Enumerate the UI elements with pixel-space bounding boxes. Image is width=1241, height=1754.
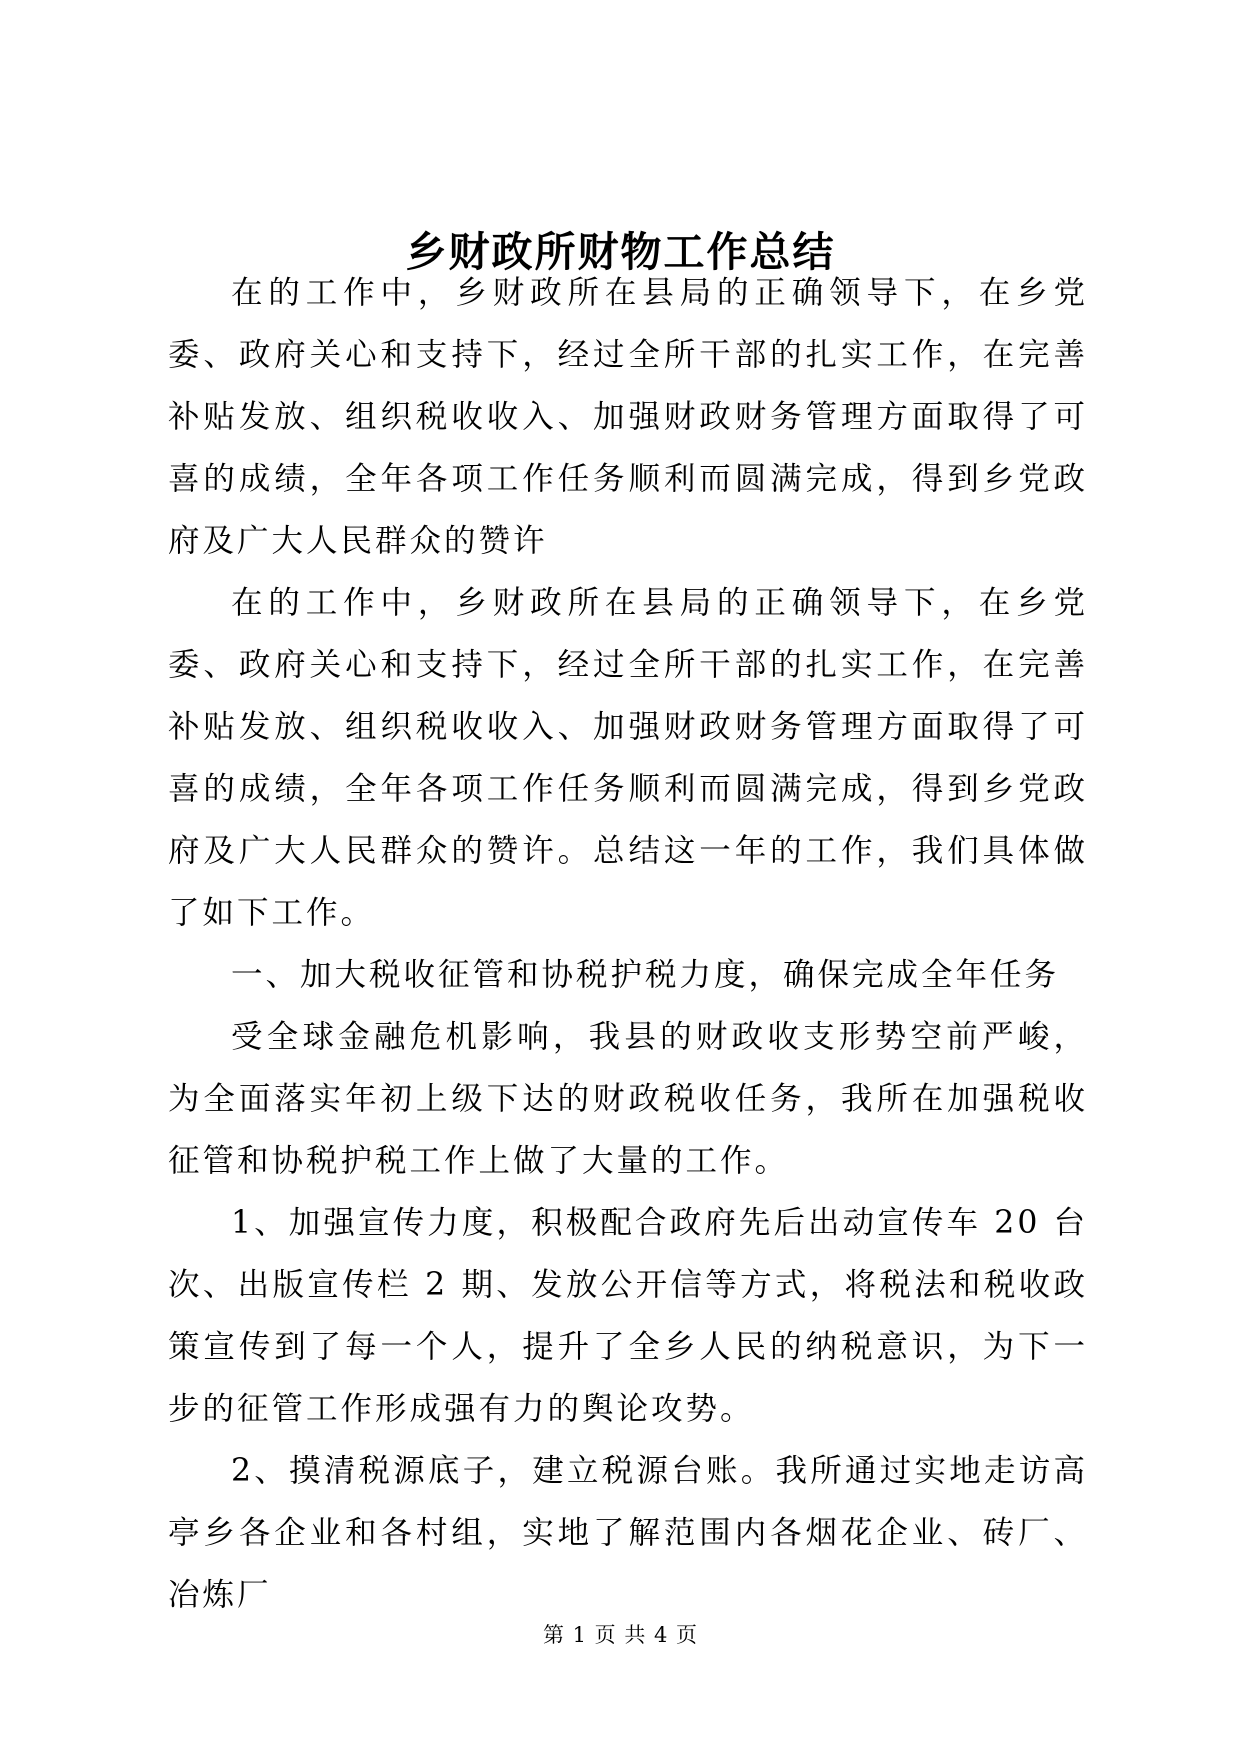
paragraph: 在的工作中，乡财政所在县局的正确领导下，在乡党委、政府关心和支持下，经过全所干部的扎实工作，在完善补贴发放、组织税收收入、加强财政财务管理方面取得了可喜的成绩，全年各项工作任务顺利而圆满完成，得到乡党政府及广大人民群众的赞许。总结这一年的工作，我们具体做了如下工作。 [168, 585, 1088, 931]
document-title: 乡财政所财物工作总结 [405, 228, 836, 276]
paragraph: 1、加强宣传力度，积极配合政府先后出动宣传车 20 台次、出版宣传栏 2 期、发放公开信等方式，将税法和税收政策宣传到了每一个人，提升了全乡人民的纳税意识，为下一步的征管工作形成强有力的舆论攻势。 [168, 1205, 1088, 1427]
paragraph: 受全球金融危机影响，我县的财政收支形势空前严峻，为全面落实年初上级下达的财政税收任务，我所在加强税收征管和协税护税工作上做了大量的工作。 [168, 1019, 1088, 1179]
page-footer: 第 1 页 共 4 页 [542, 1623, 699, 1647]
paragraph: 在的工作中，乡财政所在县局的正确领导下，在乡党委、政府关心和支持下，经过全所干部的扎实工作，在完善补贴发放、组织税收收入、加强财政财务管理方面取得了可喜的成绩，全年各项工作任务顺利而圆满完成，得到乡党政府及广大人民群众的赞许 [168, 275, 1088, 559]
section-heading: 一、加大税收征管和协税护税力度，确保完成全年任务 [231, 957, 1060, 993]
paragraph: 2、摸清税源底子，建立税源台账。我所通过实地走访高亭乡各企业和各村组，实地了解范围内各烟花企业、砖厂、冶炼厂 [168, 1453, 1088, 1613]
document-body [168, 262, 1088, 1626]
